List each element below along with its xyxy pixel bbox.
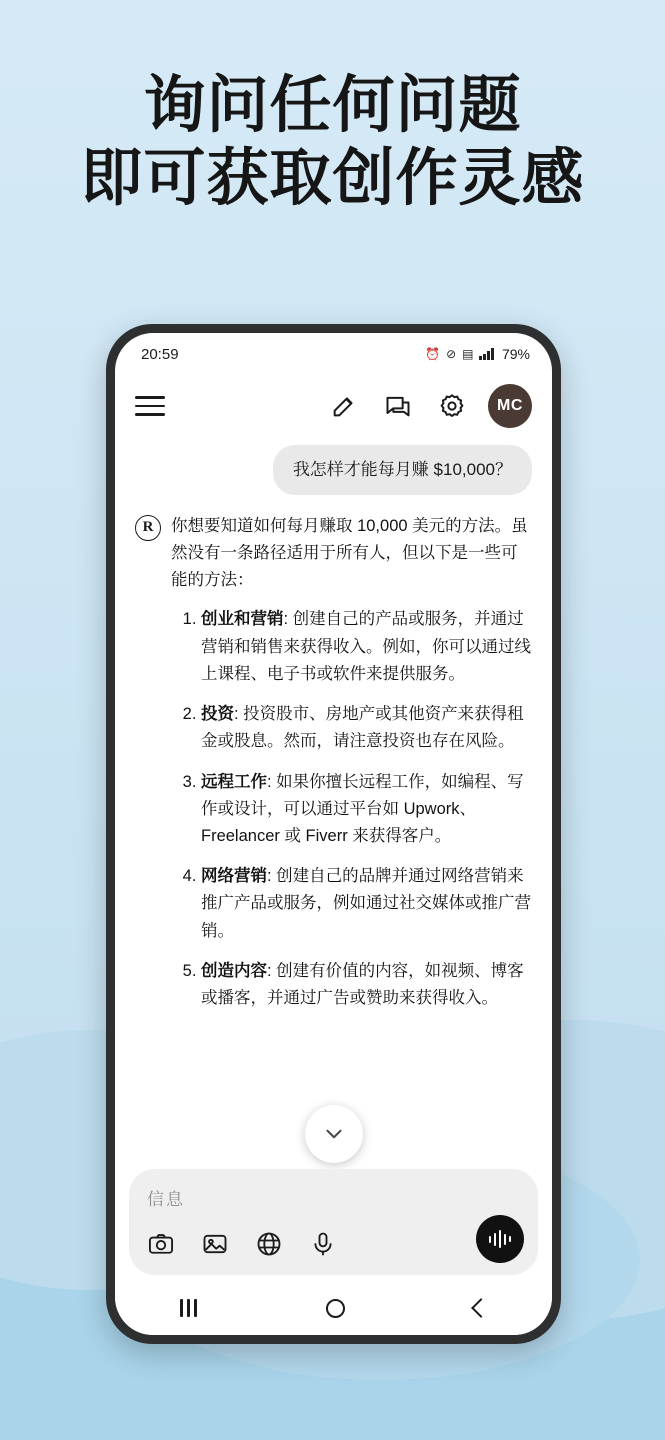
user-message-row: [135, 445, 532, 495]
list-item: [201, 606, 532, 688]
avatar[interactable]: MC: [488, 384, 532, 428]
list-item-text: : 创建自己的产品或服务，并通过营销和销售来获得收入。例如，你可以通过线上课程、电子书或软件来提供服务。: [201, 610, 531, 683]
app-bar: [115, 375, 552, 437]
status-bar: [115, 333, 552, 375]
list-item-text: : 创建有价值的内容，如视频、博客或播客，并通过广告或赞助来获得收入。: [201, 961, 524, 1008]
system-nav-bar: [115, 1281, 552, 1335]
camera-icon[interactable]: [147, 1230, 175, 1263]
message-input-placeholder[interactable]: 信息: [147, 1190, 185, 1209]
headline-line-2: 即可获取创作灵感: [80, 145, 585, 214]
user-message-bubble: 我怎样才能每月赚 $10,000？: [273, 445, 532, 495]
list-item-title: 投资: [201, 705, 234, 724]
status-time: 20:59: [141, 345, 179, 363]
hamburger-menu-icon[interactable]: [135, 396, 165, 416]
headline-line-1: 询问任何问题: [143, 72, 522, 140]
battery-level: 79%: [501, 346, 530, 362]
globe-icon[interactable]: [255, 1230, 283, 1263]
list-item-title: 网络营销: [201, 867, 267, 886]
assistant-brand-icon: R: [135, 515, 161, 541]
list-item: [201, 769, 532, 851]
conversation-area[interactable]: [115, 437, 552, 1169]
message-composer[interactable]: [129, 1169, 538, 1275]
voice-waveform-icon[interactable]: [476, 1215, 524, 1263]
alarm-icon: ⏰: [425, 347, 441, 361]
signal-icon: [479, 348, 494, 360]
recents-icon[interactable]: [180, 1299, 197, 1317]
phone-screen: [115, 333, 552, 1335]
list-item-text: : 投资股市、房地产或其他资产来获得租金或股息。然而，请注意投资也存在风险。: [201, 705, 524, 751]
list-item-title: 创业和营销: [201, 610, 284, 629]
assistant-intro-text: 你想要知道如何每月赚取 10,000 美元的方法。虽然没有一条路径适用于所有人，但以下是一些可能的方法：: [171, 516, 528, 590]
list-item-text: : 如果你擅长远程工作，如编程、写作或设计，可以通过平台如 Upwork、Freelancer 或 Fiverr 来获得客户。: [201, 772, 524, 845]
list-item: [201, 701, 532, 755]
list-item-title: 远程工作: [201, 772, 267, 791]
chevron-down-icon[interactable]: [305, 1105, 363, 1163]
assistant-answer-list: [171, 606, 532, 1012]
microphone-icon[interactable]: [309, 1230, 337, 1263]
list-item: [201, 958, 532, 1012]
chat-bubbles-icon[interactable]: [384, 392, 412, 420]
list-item-title: 创造内容: [201, 961, 267, 980]
dnd-icon: ⊘: [446, 347, 457, 361]
promo-headline: [0, 70, 665, 216]
assistant-message-body: [171, 513, 532, 1026]
compose-icon[interactable]: [330, 392, 358, 420]
home-circle-icon[interactable]: [326, 1299, 345, 1318]
list-item-text: : 创建自己的品牌并通过网络营销来推广产品或服务，例如通过社交媒体或推广营销。: [201, 867, 531, 940]
phone-mockup: [106, 324, 561, 1344]
back-chevron-icon[interactable]: [471, 1298, 491, 1318]
assistant-message-row: [135, 513, 532, 1026]
sim-icon: ▤: [462, 347, 474, 361]
image-icon[interactable]: [201, 1230, 229, 1263]
list-item: [201, 863, 532, 945]
composer-icon-row: [147, 1230, 520, 1263]
gear-icon[interactable]: [438, 392, 466, 420]
